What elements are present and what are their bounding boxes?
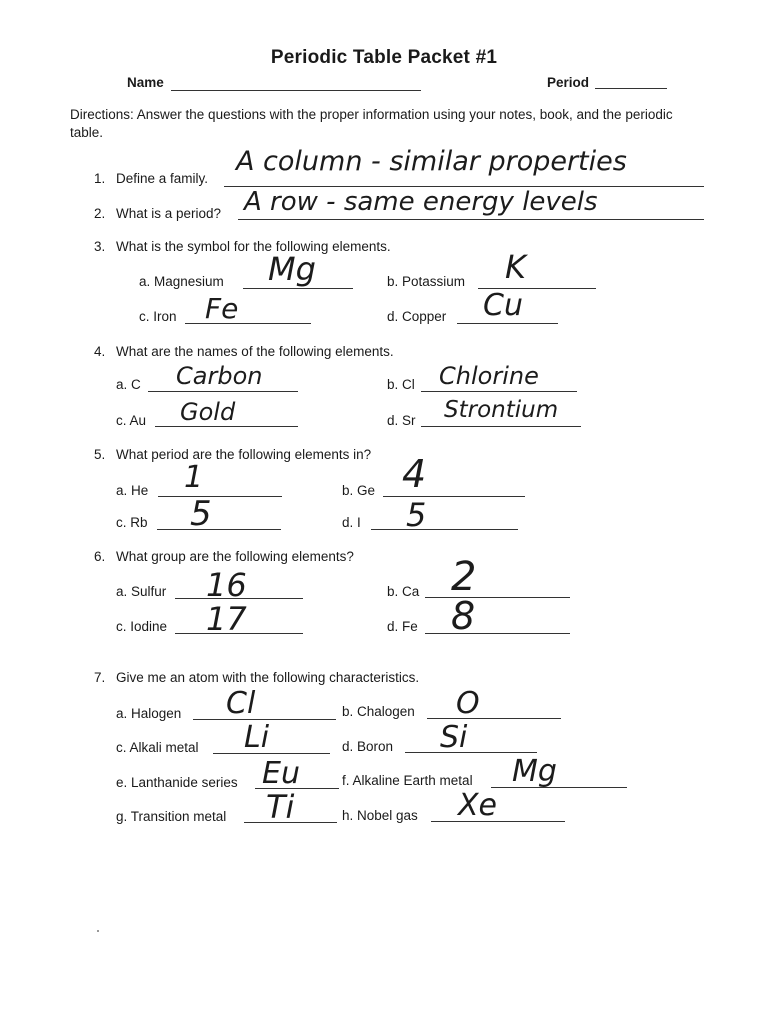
q5-number: 5. [94, 447, 106, 462]
q6d-label: d. Fe [387, 619, 418, 634]
q2-answer: A row - same energy levels [244, 187, 598, 217]
q7h-answer-line[interactable] [431, 821, 565, 822]
period-line[interactable] [595, 88, 667, 89]
q7f-label: f. Alkaline Earth metal [342, 773, 473, 788]
q7d-label: d. Boron [342, 739, 394, 754]
q3b-label: b. Potassium [387, 274, 466, 289]
q6-number: 6. [94, 549, 106, 564]
q4b-answer: Chlorine [439, 362, 539, 390]
q2-number: 2. [94, 206, 106, 221]
q7b-answer-line[interactable] [427, 718, 561, 719]
q1-text: Define a family. [116, 171, 209, 186]
q2-text: What is a period? [116, 206, 222, 221]
q7c-answer-line[interactable] [213, 753, 330, 754]
q2-answer-line[interactable] [238, 219, 704, 220]
q5a-answer: 1 [184, 460, 204, 495]
q4-text: What are the names of the following elements. [116, 344, 394, 359]
q4a-label: a. C [116, 377, 141, 392]
q3c-label: c. Iron [139, 309, 177, 324]
q3b-answer: K [505, 248, 526, 286]
directions-text: Directions: Answer the questions with the proper information using your notes, book, and the periodic table. [70, 107, 673, 140]
q5b-answer-line[interactable] [383, 496, 525, 497]
q7b-answer: O [456, 686, 480, 721]
q3c-answer: Fe [205, 292, 239, 325]
q5b-answer: 4 [402, 452, 427, 496]
q4d-label: d. Sr [387, 413, 416, 428]
q3d-label: d. Copper [387, 309, 447, 324]
q4b-answer-line[interactable] [421, 391, 577, 392]
q7-text: Give me an atom with the following characteristics. [116, 670, 420, 685]
q5a-answer-line[interactable] [158, 496, 282, 497]
name-line[interactable] [171, 90, 421, 91]
q4a-answer: Carbon [176, 362, 263, 390]
q7h-answer: Xe [458, 788, 498, 823]
q4-number: 4. [94, 344, 106, 359]
q7a-label: a. Halogen [116, 706, 182, 721]
q3c-answer-line[interactable] [185, 323, 311, 324]
q6b-answer: 2 [451, 554, 477, 600]
q7d-answer: Si [440, 720, 468, 755]
q3a-answer-line[interactable] [243, 288, 353, 289]
q3a-label: a. Magnesium [139, 274, 224, 289]
q3a-answer: Mg [268, 250, 316, 288]
q6a-answer: 16 [206, 566, 247, 604]
q7g-answer: Ti [266, 788, 295, 826]
q7e-answer: Eu [262, 756, 300, 791]
q6d-answer: 8 [451, 594, 476, 638]
q6d-answer-line[interactable] [425, 633, 570, 634]
q5b-label: b. Ge [342, 483, 376, 498]
q4d-answer: Strontium [444, 397, 559, 423]
q3d-answer: Cu [483, 288, 523, 323]
q5a-label: a. He [116, 483, 149, 498]
q5c-answer: 5 [190, 494, 212, 534]
q5c-answer-line[interactable] [157, 529, 281, 530]
period-label: Period [547, 75, 590, 90]
q7c-answer: Li [244, 720, 270, 755]
q6a-label: a. Sulfur [116, 584, 167, 599]
q7h-label: h. Nobel gas [342, 808, 418, 823]
q5d-answer: 5 [406, 496, 427, 534]
q5d-label: d. I [342, 515, 361, 530]
q4b-label: b. Cl [387, 377, 415, 392]
q4d-answer-line[interactable] [421, 426, 581, 427]
q3-number: 3. [94, 239, 106, 254]
q6-text: What group are the following elements? [116, 549, 354, 564]
q3-text: What is the symbol for the following elements. [116, 239, 391, 254]
q6b-answer-line[interactable] [425, 597, 570, 598]
scan-speck [97, 930, 99, 932]
q5c-label: c. Rb [116, 515, 148, 530]
q7g-label: g. Transition metal [116, 809, 227, 824]
q3d-answer-line[interactable] [457, 323, 558, 324]
q6c-label: c. Iodine [116, 619, 168, 634]
name-label: Name [127, 75, 164, 90]
q4a-answer-line[interactable] [148, 391, 298, 392]
q7f-answer: Mg [512, 754, 557, 789]
q7d-answer-line[interactable] [405, 752, 537, 753]
page-title: Periodic Table Packet #1 [270, 47, 498, 68]
q7c-label: c. Alkali metal [116, 740, 199, 755]
q5-text: What period are the following elements in? [116, 447, 372, 462]
q7a-answer: Cl [226, 686, 256, 721]
q5d-answer-line[interactable] [371, 529, 518, 530]
q7-number: 7. [94, 670, 106, 685]
q1-answer: A column - similar properties [236, 146, 627, 177]
q7e-label: e. Lanthanide series [116, 775, 238, 790]
q6c-answer: 17 [206, 600, 247, 638]
q7b-label: b. Chalogen [342, 704, 415, 719]
q4c-label: c. Au [116, 413, 147, 428]
q4c-answer: Gold [180, 398, 236, 426]
q6b-label: b. Ca [387, 584, 420, 599]
q4c-answer-line[interactable] [155, 426, 298, 427]
q1-number: 1. [94, 171, 106, 186]
